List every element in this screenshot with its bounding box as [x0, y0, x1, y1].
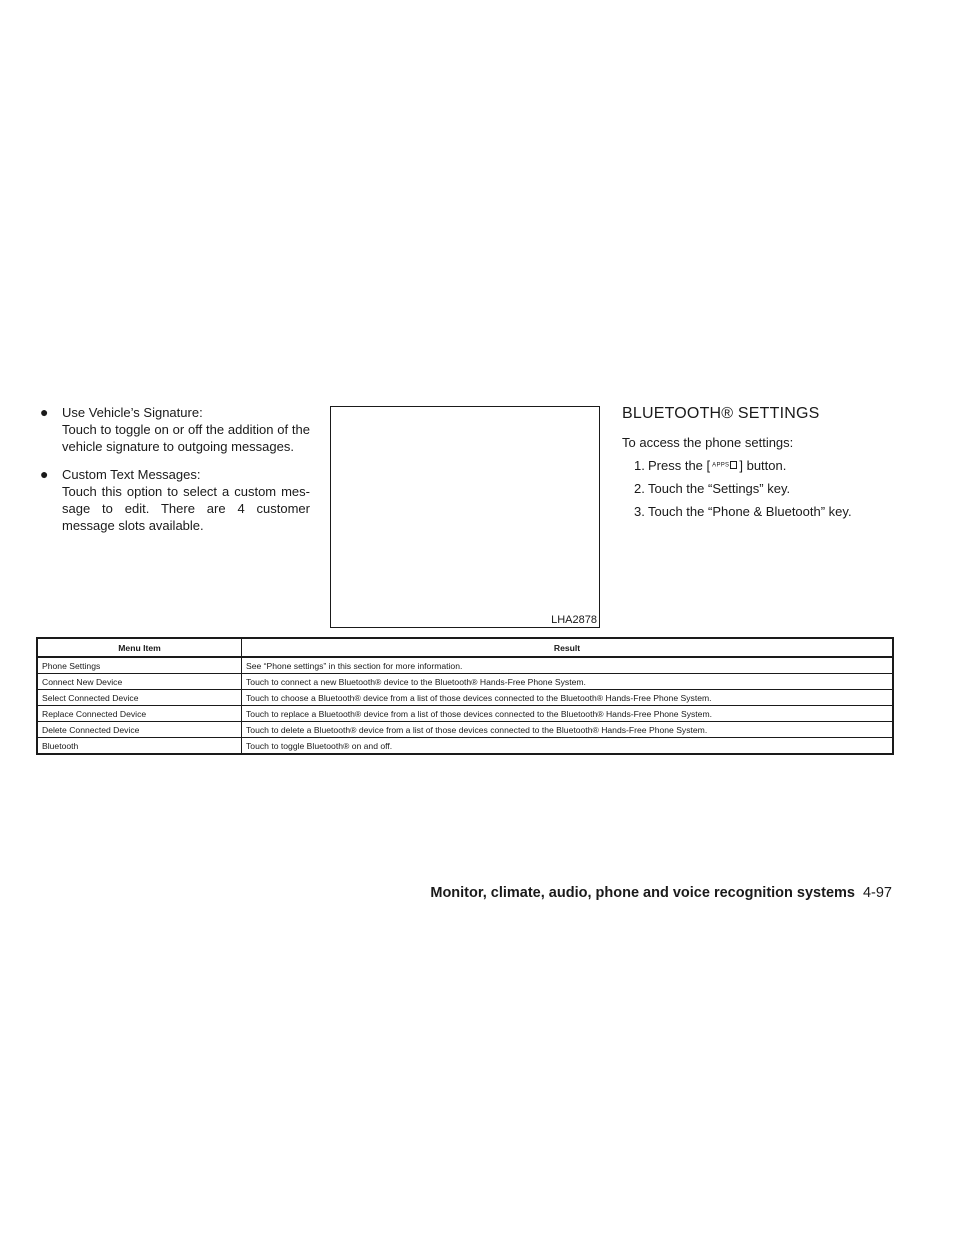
step-text: Touch the “Phone & Bluetooth” key. [648, 504, 852, 519]
step-text-after: ] button. [739, 458, 787, 473]
apps-icon-label: APPS [712, 462, 730, 469]
cell-result: Touch to toggle Bluetooth® on and off. [242, 738, 894, 755]
step-text [648, 457, 786, 474]
step-item [634, 457, 922, 474]
step-text-before: Press the [ [648, 458, 711, 473]
header-menu-item: Menu Item [37, 638, 242, 657]
cell-menu-item: Select Connected Device [37, 690, 242, 706]
table-row [37, 722, 893, 738]
table-row [37, 690, 893, 706]
step-number: 1. [634, 458, 645, 473]
cell-result: See “Phone settings” in this section for more information. [242, 657, 894, 674]
table-row [37, 706, 893, 722]
step-item [634, 480, 922, 497]
figure-frame [330, 406, 600, 628]
apps-icon-box [730, 461, 737, 469]
step-text: Touch the “Settings” key. [648, 481, 791, 496]
header-result: Result [242, 638, 894, 657]
section-heading: BLUETOOTH® SETTINGS [622, 405, 820, 422]
step-number: 3. [634, 504, 645, 519]
cell-menu-item: Phone Settings [37, 657, 242, 674]
step-item [634, 503, 922, 520]
table-row [37, 657, 893, 674]
cell-result: Touch to connect a new Bluetooth® device to the Bluetooth® Hands-Free Phone System. [242, 674, 894, 690]
cell-menu-item: Delete Connected Device [37, 722, 242, 738]
cell-menu-item: Connect New Device [37, 674, 242, 690]
cell-result: Touch to delete a Bluetooth® device from a list of those devices connected to the Bluetooth® Hands-Free Phone System. [242, 722, 894, 738]
table-row [37, 674, 893, 690]
cell-menu-item: Bluetooth [37, 738, 242, 755]
bullet-icon: ● [40, 466, 49, 482]
apps-button-icon [711, 461, 738, 470]
intro-text: To access the phone settings: [622, 435, 794, 450]
menu-table-grid [36, 637, 894, 755]
bullet-body: Touch this option to select a custom mes- sage to edit. There are 4 customer message slots available. [62, 484, 310, 533]
footer-section-title: Monitor, climate, audio, phone and voice recognition systems [430, 885, 855, 901]
left-column [38, 404, 310, 545]
table-header-row [37, 638, 893, 657]
step-number: 2. [634, 481, 645, 496]
bullet-body: Touch to toggle on or off the addition of the vehicle signature to outgoing messages. [62, 422, 310, 454]
bullet-icon: ● [40, 404, 49, 420]
bullet-item [38, 466, 310, 534]
bullet-title: Use Vehicle’s Signature: [62, 405, 203, 420]
page-number: 4-97 [862, 885, 892, 901]
cell-menu-item: Replace Connected Device [37, 706, 242, 722]
cell-result: Touch to choose a Bluetooth® device from a list of those devices connected to the Bluetooth® Hands-Free Phone System. [242, 690, 894, 706]
right-column [622, 404, 922, 526]
bullet-item [38, 404, 310, 455]
menu-table [36, 637, 894, 755]
cell-result: Touch to replace a Bluetooth® device from a list of those devices connected to the Bluetooth® Hands-Free Phone System. [242, 706, 894, 722]
page-footer [430, 884, 892, 902]
table-row [37, 738, 893, 755]
figure-label: LHA2878 [551, 614, 597, 626]
bullet-title: Custom Text Messages: [62, 467, 201, 482]
